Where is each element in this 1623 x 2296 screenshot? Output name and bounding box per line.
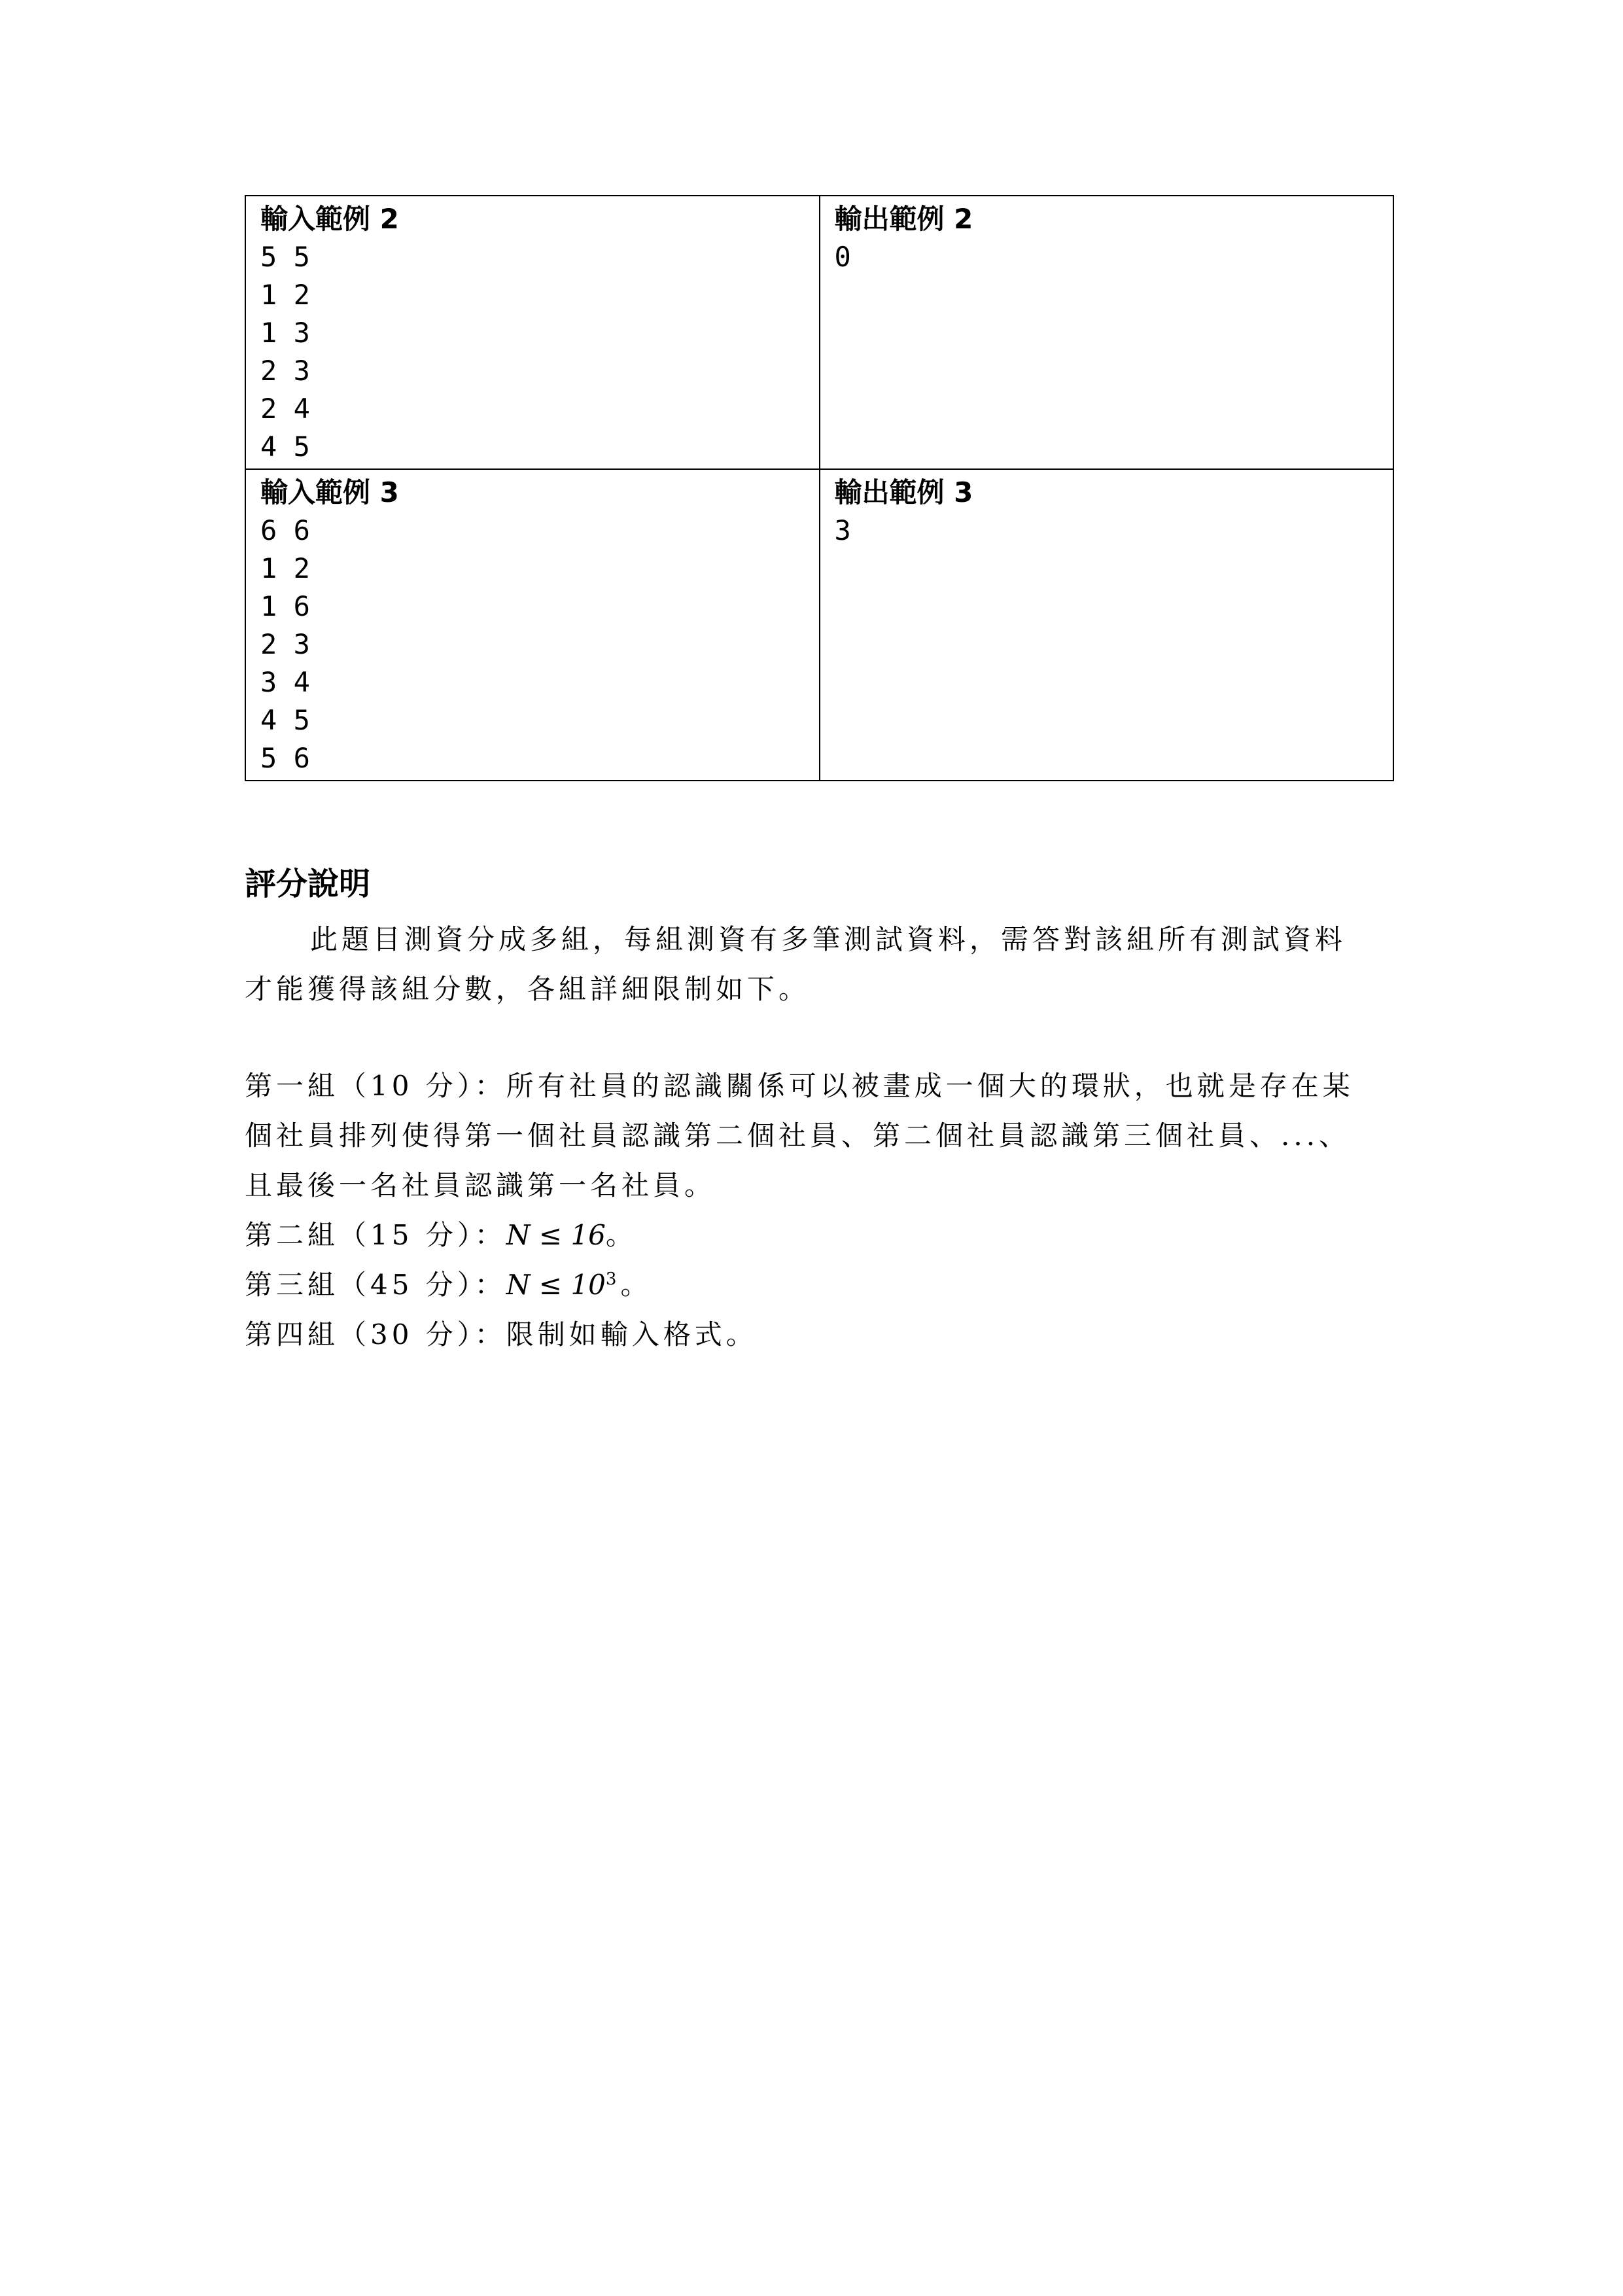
- input-cell-3: [245, 469, 820, 781]
- input-title-3: 輸入範例 3: [260, 476, 399, 508]
- group-3-suffix: 。: [620, 1269, 652, 1301]
- output-cell-3: [820, 469, 1394, 781]
- scoring-groups: [245, 1061, 1370, 1360]
- input-body-2: 5 5 1 2 1 3 2 3 2 4 4 5: [260, 241, 310, 463]
- group-3-constraint: N ≤ 10: [506, 1269, 606, 1301]
- group-3-exponent: 3: [605, 1269, 621, 1289]
- group-2-constraint: N ≤ 16: [506, 1219, 606, 1251]
- output-cell-2: [820, 196, 1394, 469]
- sample-row-2: [245, 196, 1393, 469]
- output-title-2: 輸出範例 2: [834, 203, 973, 235]
- output-body-2: 0: [834, 241, 851, 273]
- output-body-3: 3: [834, 514, 851, 546]
- scoring-title: 評分說明: [245, 866, 371, 902]
- input-body-3: 6 6 1 2 1 6 2 3 3 4 4 5 5 6: [260, 514, 310, 774]
- sample-row-3: [245, 469, 1393, 781]
- scoring-intro: 此題目測資分成多組，每組測資有多筆測試資料，需答對該組所有測試資料才能獲得該組分數，各組詳細限制如下。: [245, 923, 1347, 1005]
- group-3-prefix: 第三組（45 分）：: [245, 1269, 506, 1301]
- sample-table: [245, 195, 1394, 781]
- group-2-prefix: 第二組（15 分）：: [245, 1219, 506, 1251]
- group-3: [245, 1260, 1370, 1310]
- input-title-2: 輸入範例 2: [260, 203, 399, 235]
- group-2-suffix: 。: [605, 1219, 637, 1251]
- input-cell-2: [245, 196, 820, 469]
- group-4: 第四組（30 分）：限制如輸入格式。: [245, 1318, 758, 1351]
- group-2: [245, 1210, 1370, 1260]
- group-1: 第一組（10 分）：所有社員的認識關係可以被畫成一個大的環狀，也就是存在某個社員排列使得第一個社員認識第二個社員、第二個社員認識第三個社員、...、且最後一名社員認識第一名社員。: [245, 1070, 1354, 1201]
- output-title-3: 輸出範例 3: [834, 476, 973, 508]
